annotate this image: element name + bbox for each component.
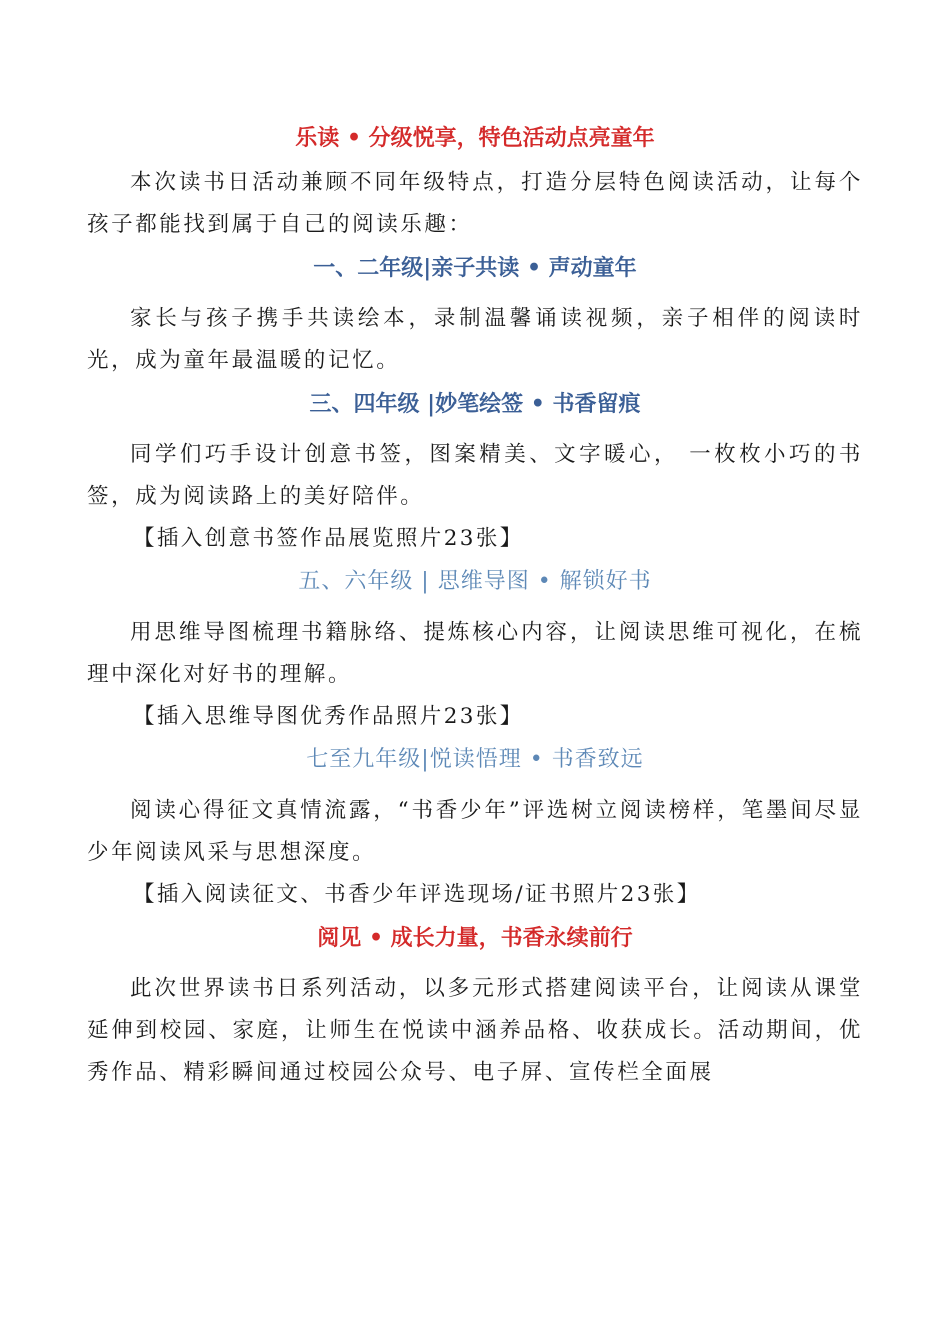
mindmap-photo-placeholder: 【插入思维导图优秀作品照片23张】	[133, 704, 524, 729]
grade-3-4-paragraph: 同学们巧手设计创意书签，图案精美、文字暖心， 一枚枚小巧的书签，成为阅读路上的美好陪伴。	[87, 442, 863, 509]
grade-1-2-heading: 一、二年级|亲子共读 • 声动童年	[313, 255, 637, 281]
bookmark-photo-placeholder: 【插入创意书签作品展览照片23张】	[133, 526, 524, 551]
section-heading-growth: 阅见 • 成长力量，书香永续前行	[317, 925, 633, 951]
grade-3-4-heading: 三、四年级 |妙笔绘签 • 书香留痕	[309, 391, 641, 417]
grade-7-9-heading: 七至九年级|悦读悟理 • 书香致远	[306, 747, 644, 772]
essay-photo-placeholder: 【插入阅读征文、书香少年评选现场/证书照片23张】	[133, 882, 701, 907]
section-heading-enjoy-reading: 乐读 • 分级悦享，特色活动点亮童年	[295, 125, 655, 151]
intro-paragraph: 本次读书日活动兼顾不同年级特点，打造分层特色阅读活动，让每个孩子都能找到属于自己的阅读乐趣：	[87, 170, 863, 237]
closing-paragraph: 此次世界读书日系列活动，以多元形式搭建阅读平台，让阅读从课堂延伸到校园、家庭，让师生在悦读中涵养品格、收获成长。活动期间，优秀作品、精彩瞬间通过校园公众号、电子屏、宣传栏全面展	[87, 976, 863, 1085]
grade-5-6-heading: 五、六年级 | 思维导图 • 解锁好书	[298, 569, 652, 594]
grade-5-6-paragraph: 用思维导图梳理书籍脉络、提炼核心内容，让阅读思维可视化，在梳理中深化对好书的理解。	[87, 620, 863, 687]
grade-7-9-paragraph: 阅读心得征文真情流露，“书香少年”评选树立阅读榜样，笔墨间尽显少年阅读风采与思想深度。	[87, 798, 863, 865]
document-page	[87, 116, 863, 1094]
grade-1-2-paragraph: 家长与孩子携手共读绘本，录制温馨诵读视频，亲子相伴的阅读时光，成为童年最温暖的记忆。	[87, 306, 863, 373]
